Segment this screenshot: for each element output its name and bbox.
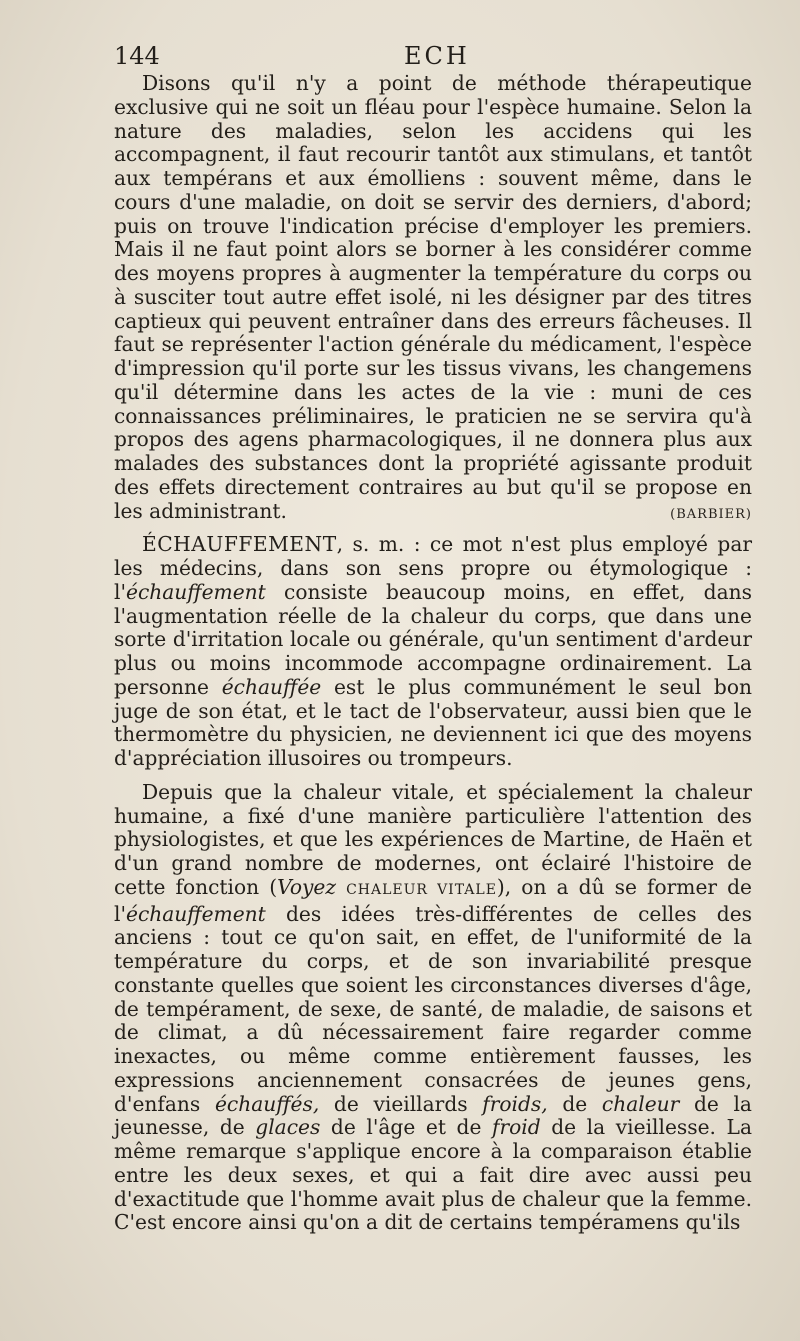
paragraph-text: des idées très-différentes de celles des anciens : tout ce qu'on sait, en effet, de l'uniformité de la température du corps, et de son invariabilité presque constante quelles que soient les circonstances diverses d'âge, de tempérament, de sexe, de santé, de maladie, de saisons et de climat, a dû nécessairement faire regarder comme inexactes, ou même comme entièrement fausses, les expressions anciennement consacrées de jeunes gens, d'enfans: [114, 901, 752, 1116]
entry-text: , s. m. : ce mot n'est plus employé par les médecins, dans son sens propre ou étymologique : l': [114, 532, 752, 604]
italic-term: froid: [491, 1115, 541, 1140]
body-text: [114, 72, 752, 1235]
cross-reference-target: CHALEUR VITALE: [346, 881, 497, 898]
italic-term: échauffés,: [214, 1091, 320, 1116]
paragraph-text: ), on a dû se former de l': [114, 874, 752, 926]
paragraph-text: Disons qu'il n'y a point de méthode thérapeutique exclusive qui ne soit un fléau pour l'espèce humaine. Selon la nature des maladies, selon les accidens qui les accompagnent, il faut recourir tantôt aux stimulans, et tantôt aux tempérans et aux émolliens : souvent même, dans le cours d'une maladie, on doit se servir des derniers, d'abord; puis on trouve l'indication précise d'employer les premiers. Mais il ne faut point alors se borner à les considérer comme des moyens propres à augmenter la température du corps ou à susciter tout autre effet isolé, ni les désigner par des titres captieux qui peuvent entraîner dans des erreurs fâcheuses. Il faut se représenter l'action générale du médicament, l'espèce d'impression qu'il porte sur les tissus vivans, les changemens qu'il détermine dans les actes de la vie : muni de ces connaissances préliminaires, le praticien ne se servira qu'à propos des agens pharmacologiques, il ne donnera plus aux malades des substances dont la propriété agissante produit des effets directement contraires au but qu'il se propose en les administrant.: [114, 71, 752, 523]
entry-text: consiste beaucoup moins, en effet, dans l'augmentation réelle de la chaleur du corps, que dans une sorte d'irritation locale ou générale, qu'un sentiment d'ardeur plus ou moins incommode accompagne ordinairement. La personne: [114, 579, 752, 699]
italic-term: froids,: [482, 1091, 548, 1116]
italic-term: échauffée: [221, 674, 322, 699]
paragraph-chaleur-vitale: [114, 781, 752, 1235]
paragraph-text: de la vieillesse. La même remarque s'applique encore à la comparaison établie entre les deux sexes, et qui a fait dire avec aussi peu d'exactitude que l'homme avait plus de chaleur que la femme. C'est encore ainsi qu'on a dit de certains tempéramens qu'ils: [114, 1115, 753, 1235]
paragraph-text: de: [547, 1091, 602, 1116]
paragraph-text: de la jeunesse, de: [114, 1091, 752, 1140]
entry-text: est le plus communément le seul bon juge de son état, et le tact de l'observateur, aussi bien que le thermomètre du physicien, ne deviennent ici que des moyens d'appréciation illusoires ou trompeurs.: [114, 674, 752, 770]
italic-term: échauffement: [126, 579, 266, 604]
italic-term: glaces: [255, 1115, 321, 1140]
italic-term: échauffement: [126, 901, 266, 926]
cross-reference-voyez: Voyez: [277, 874, 336, 899]
paragraph-text: Depuis que la chaleur vitale, et spécialement la chaleur humaine, a fixé d'une manière particulière l'attention des physiologistes, et que les expériences de Martine, de Haën et d'un grand nombre de modernes, ont éclairé l'histoire de cette fonction (: [114, 779, 752, 899]
entry-echauffement: [114, 533, 752, 771]
paragraph-text: de l'âge et de: [320, 1115, 492, 1140]
author-signature: (BARBIER): [670, 506, 752, 522]
page-number: 144: [114, 42, 160, 70]
page-header: [114, 38, 752, 72]
entry-headword: ÉCHAUFFEMENT: [142, 532, 337, 557]
italic-term: chaleur: [601, 1091, 680, 1116]
running-head: ECH: [404, 42, 470, 70]
paragraph-text: de vieillards: [319, 1091, 483, 1116]
paragraph-methode: [114, 72, 752, 523]
